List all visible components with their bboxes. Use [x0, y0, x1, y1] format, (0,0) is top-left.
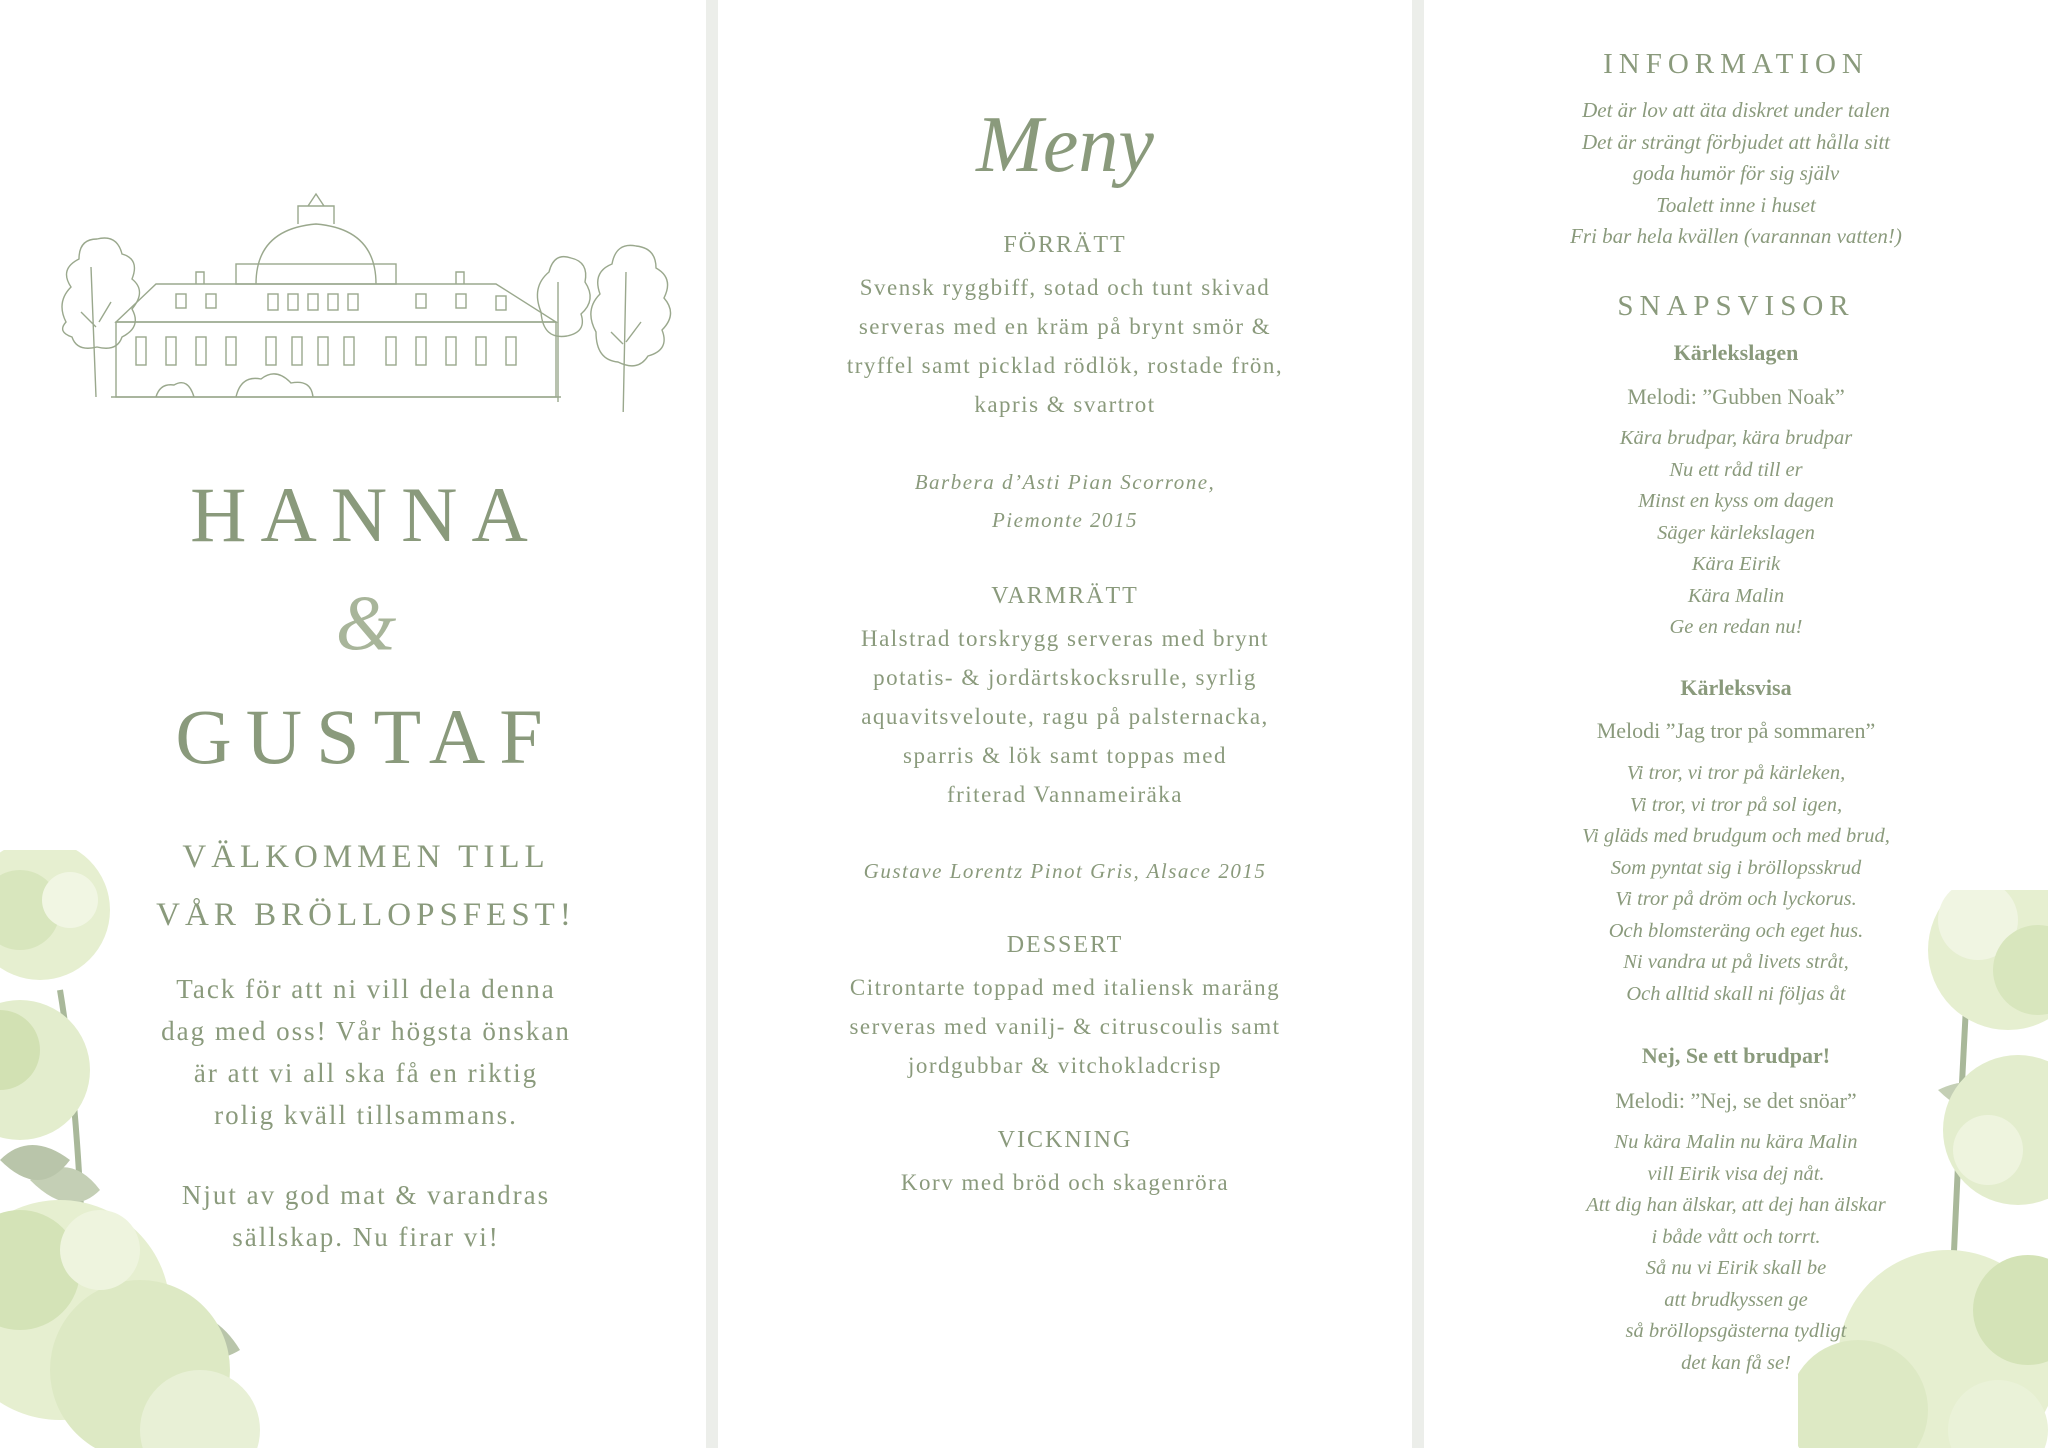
- course-line: aquavitsveloute, ragu på palsternacka,: [861, 704, 1269, 729]
- menu-title: Meny: [976, 101, 1154, 189]
- wine-line: Piemonte 2015: [991, 508, 1139, 532]
- song-verse: [1424, 758, 2048, 1010]
- course-line: Citrontarte toppad med italiensk maräng: [849, 975, 1281, 1000]
- menu-panel: [718, 0, 1412, 1448]
- main-wine: [718, 852, 1412, 890]
- song-verse: [1424, 423, 2048, 644]
- groom-name: GUSTAF: [175, 693, 557, 780]
- starter-description: [718, 268, 1412, 424]
- thanks-line: är att vi all ska få en riktig: [193, 1058, 539, 1088]
- verse-line: Nu kära Malin nu kära Malin: [1614, 1131, 1858, 1153]
- course-line: Svensk ryggbiff, sotad och tunt skivad: [859, 275, 1271, 300]
- verse-line: i både vått och torrt.: [1651, 1225, 1821, 1248]
- verse-line: Minst en kyss om dagen: [1638, 490, 1834, 512]
- info-line: Toalett inne i huset: [1656, 192, 1816, 217]
- song-melody: Melodi: ”Nej, se det snöar”: [1615, 1088, 1857, 1113]
- verse-line: Så nu vi Eirik skall be: [1645, 1257, 1827, 1279]
- song-title: Kärleksvisa: [1680, 675, 1792, 700]
- thanks-line: Tack för att ni vill dela denna: [176, 974, 556, 1004]
- course-line: potatis- & jordärtskocksrulle, syrlig: [873, 665, 1257, 690]
- dessert-description: [718, 968, 1412, 1085]
- wine-line: Barbera d’Asti Pian Scorrone,: [914, 470, 1216, 494]
- information-title: INFORMATION: [1603, 48, 1869, 80]
- info-content: [1424, 0, 2048, 1448]
- mansion-illustration: [36, 172, 672, 412]
- thanks-text: [0, 968, 706, 1136]
- main-description: [718, 619, 1412, 814]
- info-line: Fri bar hela kvällen (varannan vatten!): [1570, 224, 1902, 248]
- song-title: Nej, Se ett brudpar!: [1641, 1043, 1831, 1068]
- verse-line: Kära Malin: [1687, 584, 1785, 607]
- course-line: friterad Vannameiräka: [946, 782, 1184, 807]
- song-verse: [1424, 1127, 2048, 1379]
- course-line: tryffel samt picklad rödlök, rostade frön,: [846, 353, 1284, 378]
- song-title: Kärlekslagen: [1673, 340, 1799, 365]
- verse-line: Kära brudpar, kära brudpar: [1619, 427, 1853, 449]
- song-melody: Melodi: ”Gubben Noak”: [1627, 384, 1845, 409]
- enjoy-line: sällskap. Nu firar vi!: [232, 1222, 500, 1252]
- course-line: Korv med bröd och skagenröra: [900, 1170, 1230, 1195]
- verse-line: Vi tror på dröm och lyckorus.: [1615, 888, 1857, 910]
- verse-line: Vi tror, vi tror på kärleken,: [1626, 762, 1846, 784]
- enjoy-text: [0, 1174, 706, 1258]
- course-line: Halstrad torskrygg serveras med brynt: [860, 626, 1270, 651]
- main-title: VARMRÄTT: [991, 583, 1139, 609]
- dessert-title: DESSERT: [1006, 932, 1124, 958]
- verse-line: Nu ett råd till er: [1669, 458, 1803, 481]
- info-line: Det är strängt förbjudet att hålla sitt: [1581, 129, 1891, 154]
- verse-line: det kan få se!: [1681, 1351, 1791, 1374]
- thanks-line: rolig kväll tillsammans.: [214, 1100, 518, 1130]
- info-panel: [1424, 0, 2048, 1448]
- ampersand: &: [335, 579, 397, 666]
- song-melody: Melodi ”Jag tror på sommaren”: [1596, 718, 1876, 743]
- welcome-line: VÅR BRÖLLOPSFEST!: [156, 897, 576, 933]
- course-line: serveras med vanilj- & citruscoulis samt: [849, 1014, 1281, 1039]
- verse-line: Vi tror, vi tror på sol igen,: [1629, 793, 1843, 816]
- starter-wine: [718, 463, 1412, 539]
- welcome-heading: [0, 828, 706, 944]
- verse-line: Att dig han älskar, att dej han älskar: [1586, 1194, 1886, 1216]
- verse-line: Som pyntat sig i bröllopsskrud: [1610, 856, 1862, 879]
- info-line: Det är lov att äta diskret under talen: [1582, 98, 1890, 122]
- verse-line: Ge en redan nu!: [1669, 616, 1803, 638]
- verse-line: Vi gläds med brudgum och med brud,: [1582, 825, 1890, 847]
- course-line: kapris & svartrot: [974, 392, 1156, 417]
- wine-line: Gustave Lorentz Pinot Gris, Alsace 2015: [863, 859, 1267, 883]
- bride-name: HANNA: [190, 471, 542, 558]
- info-line: goda humör för sig själv: [1632, 161, 1840, 185]
- course-line: sparris & lök samt toppas med: [903, 743, 1227, 768]
- late-snack-title: VICKNING: [997, 1127, 1133, 1153]
- verse-line: Och blomsteräng och eget hus.: [1608, 919, 1864, 942]
- starter-title: FÖRRÄTT: [1003, 232, 1127, 258]
- verse-line: Kära Eirik: [1691, 553, 1781, 575]
- verse-line: att brudkyssen ge: [1664, 1288, 1808, 1311]
- verse-line: vill Eirik visa dej nåt.: [1647, 1162, 1825, 1185]
- course-line: serveras med en kräm på brynt smör &: [858, 314, 1272, 339]
- cover-panel: [0, 0, 706, 1448]
- enjoy-line: Njut av god mat & varandras: [181, 1180, 551, 1210]
- thanks-line: dag med oss! Vår högsta önskan: [161, 1016, 571, 1046]
- verse-line: Ni vandra ut på livets stråt,: [1623, 951, 1849, 973]
- late-snack-description: [718, 1163, 1412, 1202]
- information-list: [1424, 95, 2048, 253]
- course-line: jordgubbar & vitchokladcrisp: [907, 1053, 1223, 1078]
- verse-line: så bröllopsgästerna tydligt: [1625, 1320, 1847, 1342]
- verse-line: Och alltid skall ni följas åt: [1626, 982, 1846, 1005]
- verse-line: Säger kärlekslagen: [1657, 521, 1815, 544]
- welcome-line: VÄLKOMMEN TILL: [182, 839, 550, 875]
- snaps-title: SNAPSVISOR: [1617, 290, 1855, 322]
